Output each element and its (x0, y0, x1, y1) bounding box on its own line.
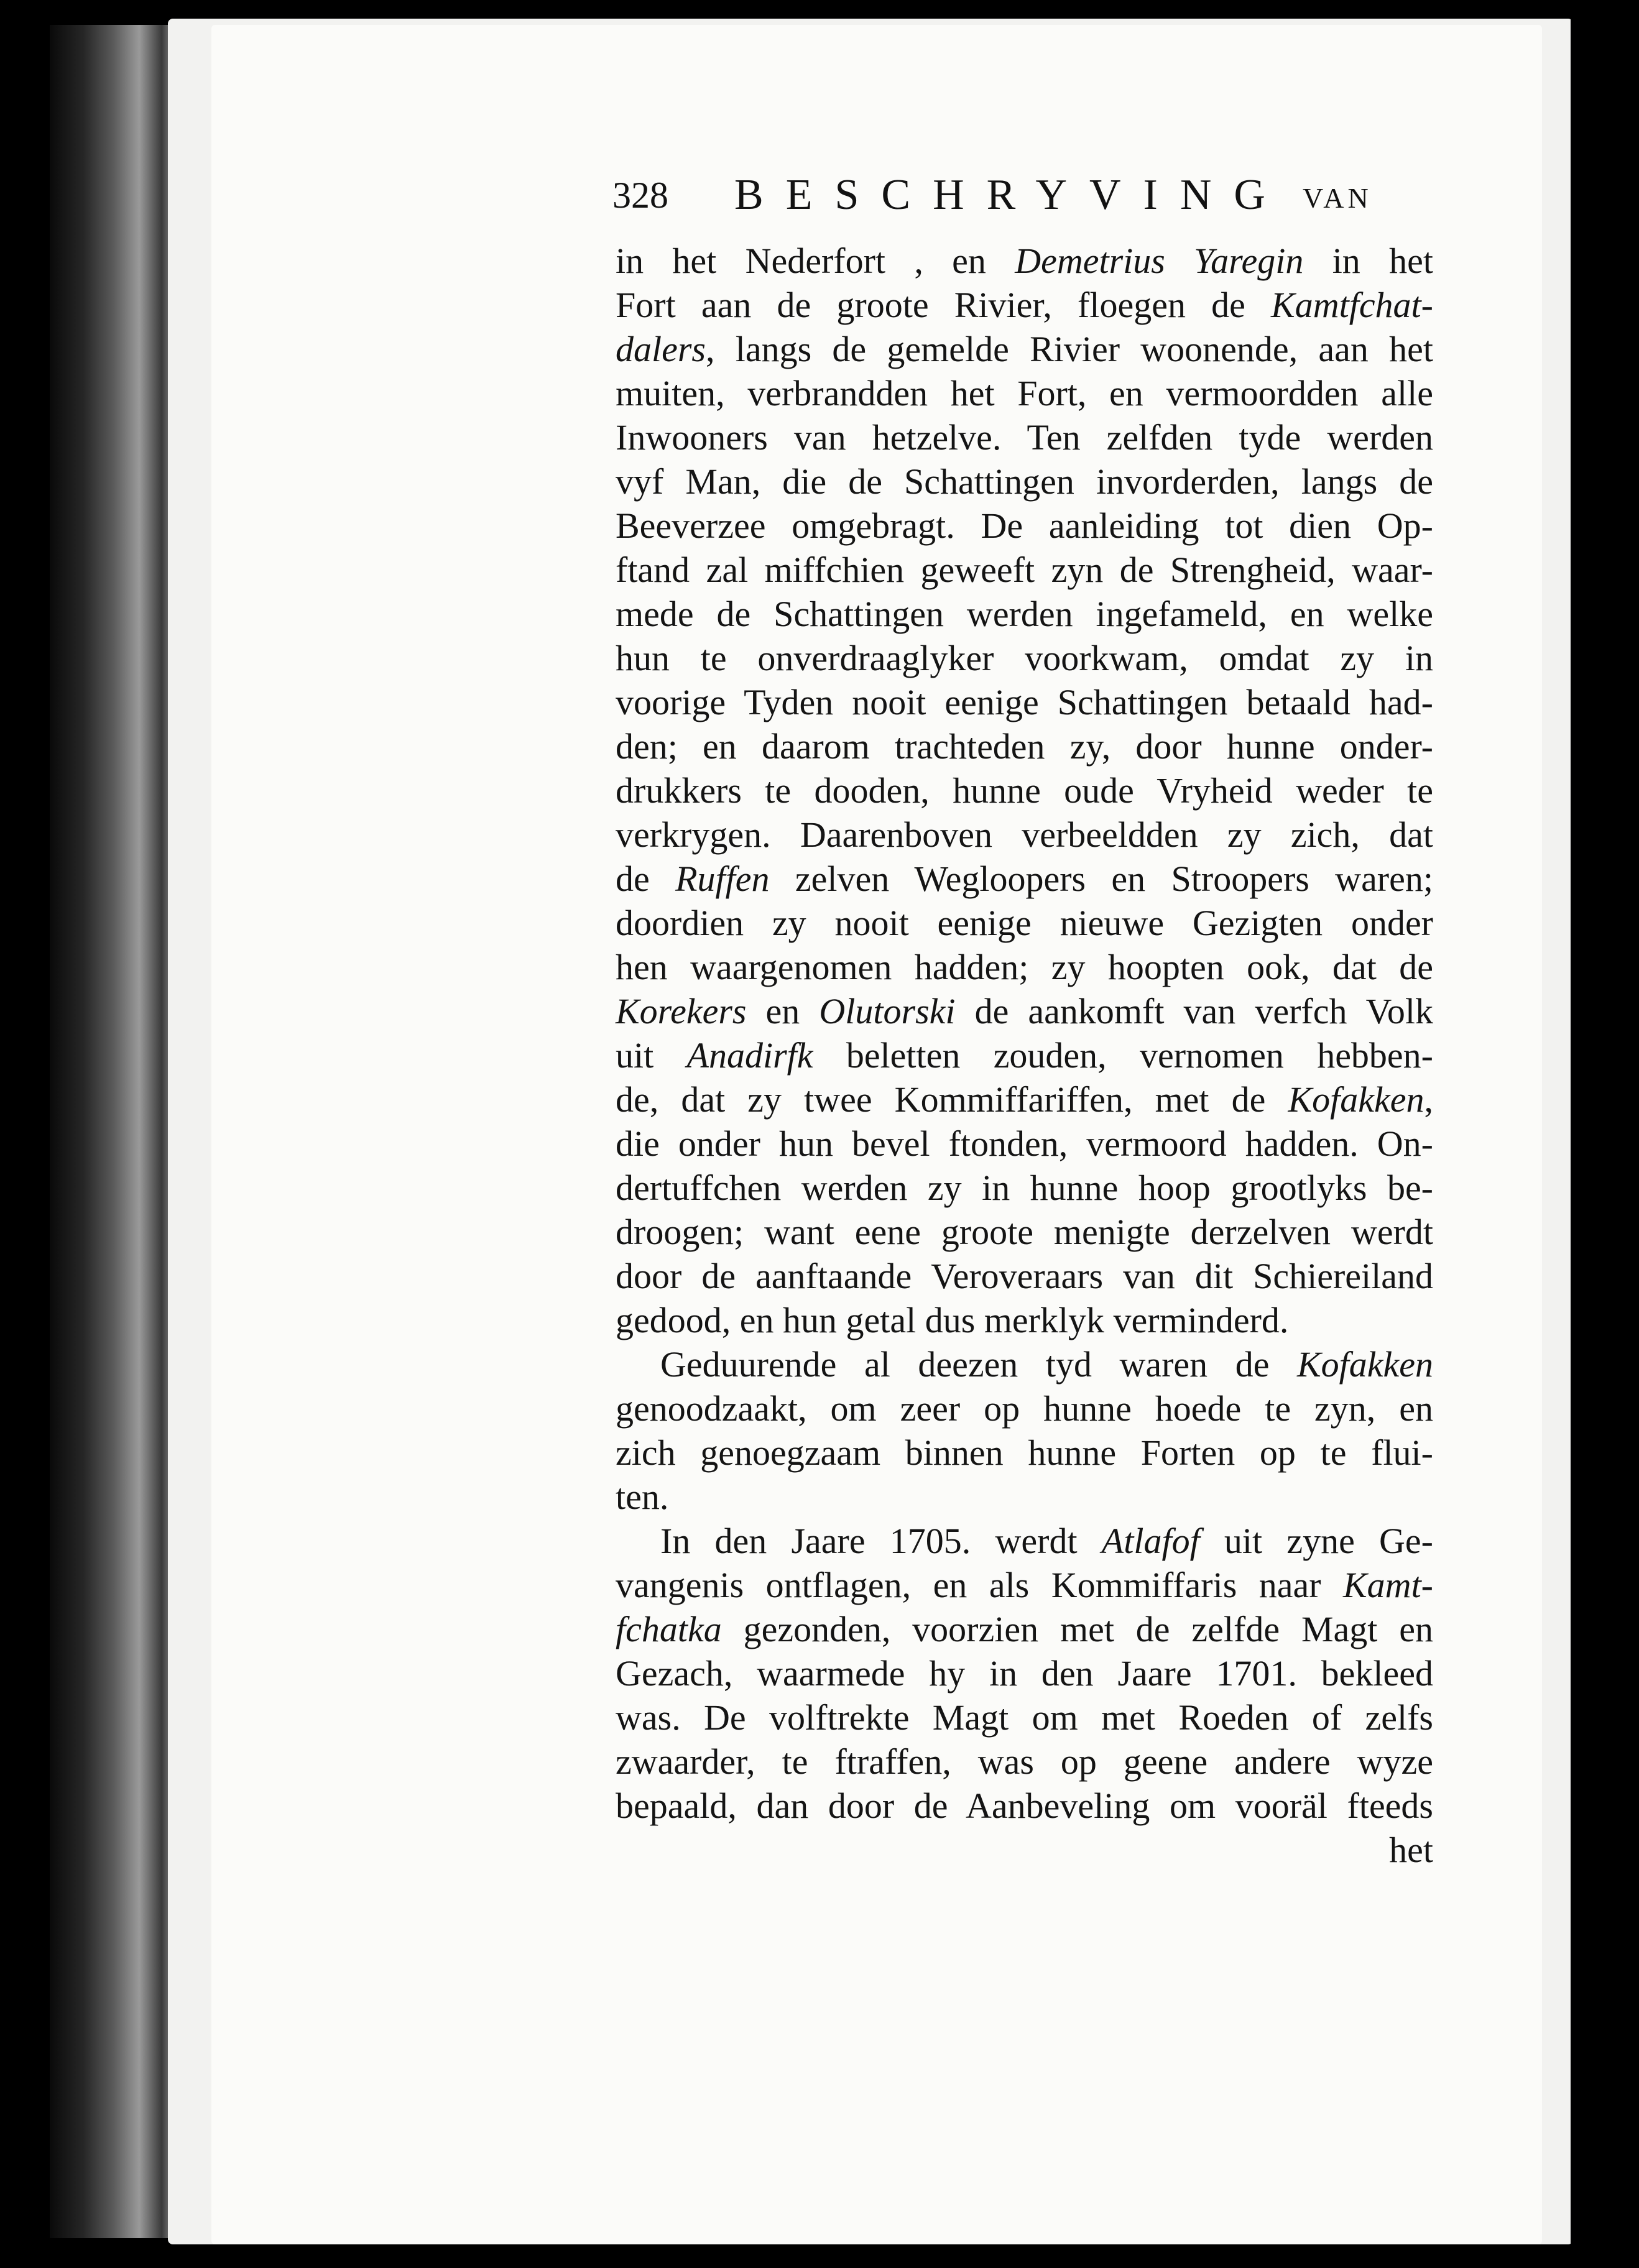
running-head (612, 167, 1427, 229)
page-number: 328 (612, 175, 668, 216)
text-line: droogen; want eene groote menigte derzelven werdt (616, 1212, 1433, 1252)
italic-name: Kofakken (1296, 1344, 1433, 1385)
italic-name: Korekers (616, 991, 747, 1031)
text-line: voorige Tyden nooit eenige Schattingen betaald had- (616, 682, 1433, 722)
text-line: zwaarder, te ftraffen, was op geene andere wyze (616, 1741, 1433, 1782)
text-line: was. De volftrekte Magt om met Roeden of zelfs (616, 1697, 1433, 1738)
text-line: dalers, langs de gemelde Rivier woonende, aan het (616, 329, 1433, 369)
text-line: de, dat zy twee Kommiffariffen, met de Kofakken, (616, 1079, 1433, 1120)
text-line: vangenis ontflagen, en als Kommiffaris naar Kamt- (616, 1565, 1433, 1605)
text-line: bepaald, dan door de Aanbeveling om vooräl fteeds (616, 1786, 1433, 1826)
italic-name: Atlafof (1101, 1521, 1200, 1561)
text-line: Inwooners van hetzelve. Ten zelfden tyde werden (616, 417, 1433, 458)
text-line: vyf Man, die de Schattingen invorderden, langs de (616, 461, 1433, 502)
text-line: de Ruffen zelven Wegloopers en Stroopers waren; (616, 859, 1433, 899)
text-line: hun te onverdraaglyker voorkwam, omdat zy in (616, 638, 1433, 678)
text-line: Fort aan de groote Rivier, floegen de Kamtfchat- (616, 285, 1433, 325)
body-text (616, 239, 1433, 1872)
italic-name: Demetrius Yaregin (1015, 241, 1304, 281)
text-line: ftand zal miffchien geweeft zyn de Strengheid, waar- (616, 550, 1433, 590)
text-line: Gezach, waarmede hy in den Jaare 1701. bekleed (616, 1653, 1433, 1694)
text-line: Geduurende al deezen tyd waren de Kofakken (660, 1344, 1433, 1385)
text-line: dertuffchen werden zy in hunne hoop grootlyks be- (616, 1168, 1433, 1208)
italic-name: Ruffen (675, 859, 770, 899)
text-line: in het Nederfort , en Demetrius Yaregin in het (616, 241, 1433, 281)
italic-name: Kofakken (1288, 1079, 1424, 1120)
italic-name: Kamtfchat- (1271, 285, 1433, 325)
text-line: hen waargenomen hadden; zy hoopten ook, dat de (616, 947, 1433, 987)
text-line: genoodzaakt, om zeer op hunne hoede te zyn, en (616, 1388, 1433, 1429)
scan-border (1571, 0, 1639, 2268)
running-title: BESCHRYVING (734, 171, 1288, 219)
italic-name: fchatka (616, 1609, 722, 1649)
text-line: gedood, en hun getal dus merklyk verminderd. (616, 1300, 1289, 1340)
text-line: doordien zy nooit eenige nieuwe Gezigten onder (616, 903, 1433, 943)
running-title-suffix: VAN (1303, 182, 1372, 214)
text-line: uit Anadirfk beletten zouden, vernomen hebben- (616, 1035, 1433, 1076)
text-line: door de aanftaande Veroveraars van dit Schiereiland (616, 1256, 1433, 1296)
italic-name: Olutorski (819, 991, 956, 1031)
text-line: verkrygen. Daarenboven verbeeldden zy zich, dat (616, 814, 1433, 855)
italic-name: Anadirfk (686, 1035, 813, 1076)
text-line: den; en daarom trachteden zy, door hunne onder- (616, 726, 1433, 767)
text-line: die onder hun bevel ftonden, vermoord hadden. On- (616, 1123, 1433, 1164)
italic-name: Kamt- (1343, 1565, 1433, 1605)
text-line: ten. (616, 1477, 669, 1517)
text-line: mede de Schattingen werden ingefameld, en welke (616, 594, 1433, 634)
text-line: Beeverzee omgebragt. De aanleiding tot dien Op- (616, 505, 1433, 546)
text-line: het (1389, 1830, 1433, 1870)
text-line: drukkers te dooden, hunne oude Vryheid weder te (616, 770, 1433, 811)
text-line: In den Jaare 1705. werdt Atlafof uit zyne Ge- (660, 1521, 1433, 1561)
text-line: zich genoegzaam binnen hunne Forten op te flui- (616, 1432, 1433, 1473)
text-line: Korekers en Olutorski de aankomft van verfch Volk (616, 991, 1434, 1031)
text-line: fchatka gezonden, voorzien met de zelfde Magt en (616, 1609, 1433, 1649)
italic-name: dalers (616, 329, 706, 369)
text-line: muiten, verbrandden het Fort, en vermoordden alle (616, 373, 1433, 413)
